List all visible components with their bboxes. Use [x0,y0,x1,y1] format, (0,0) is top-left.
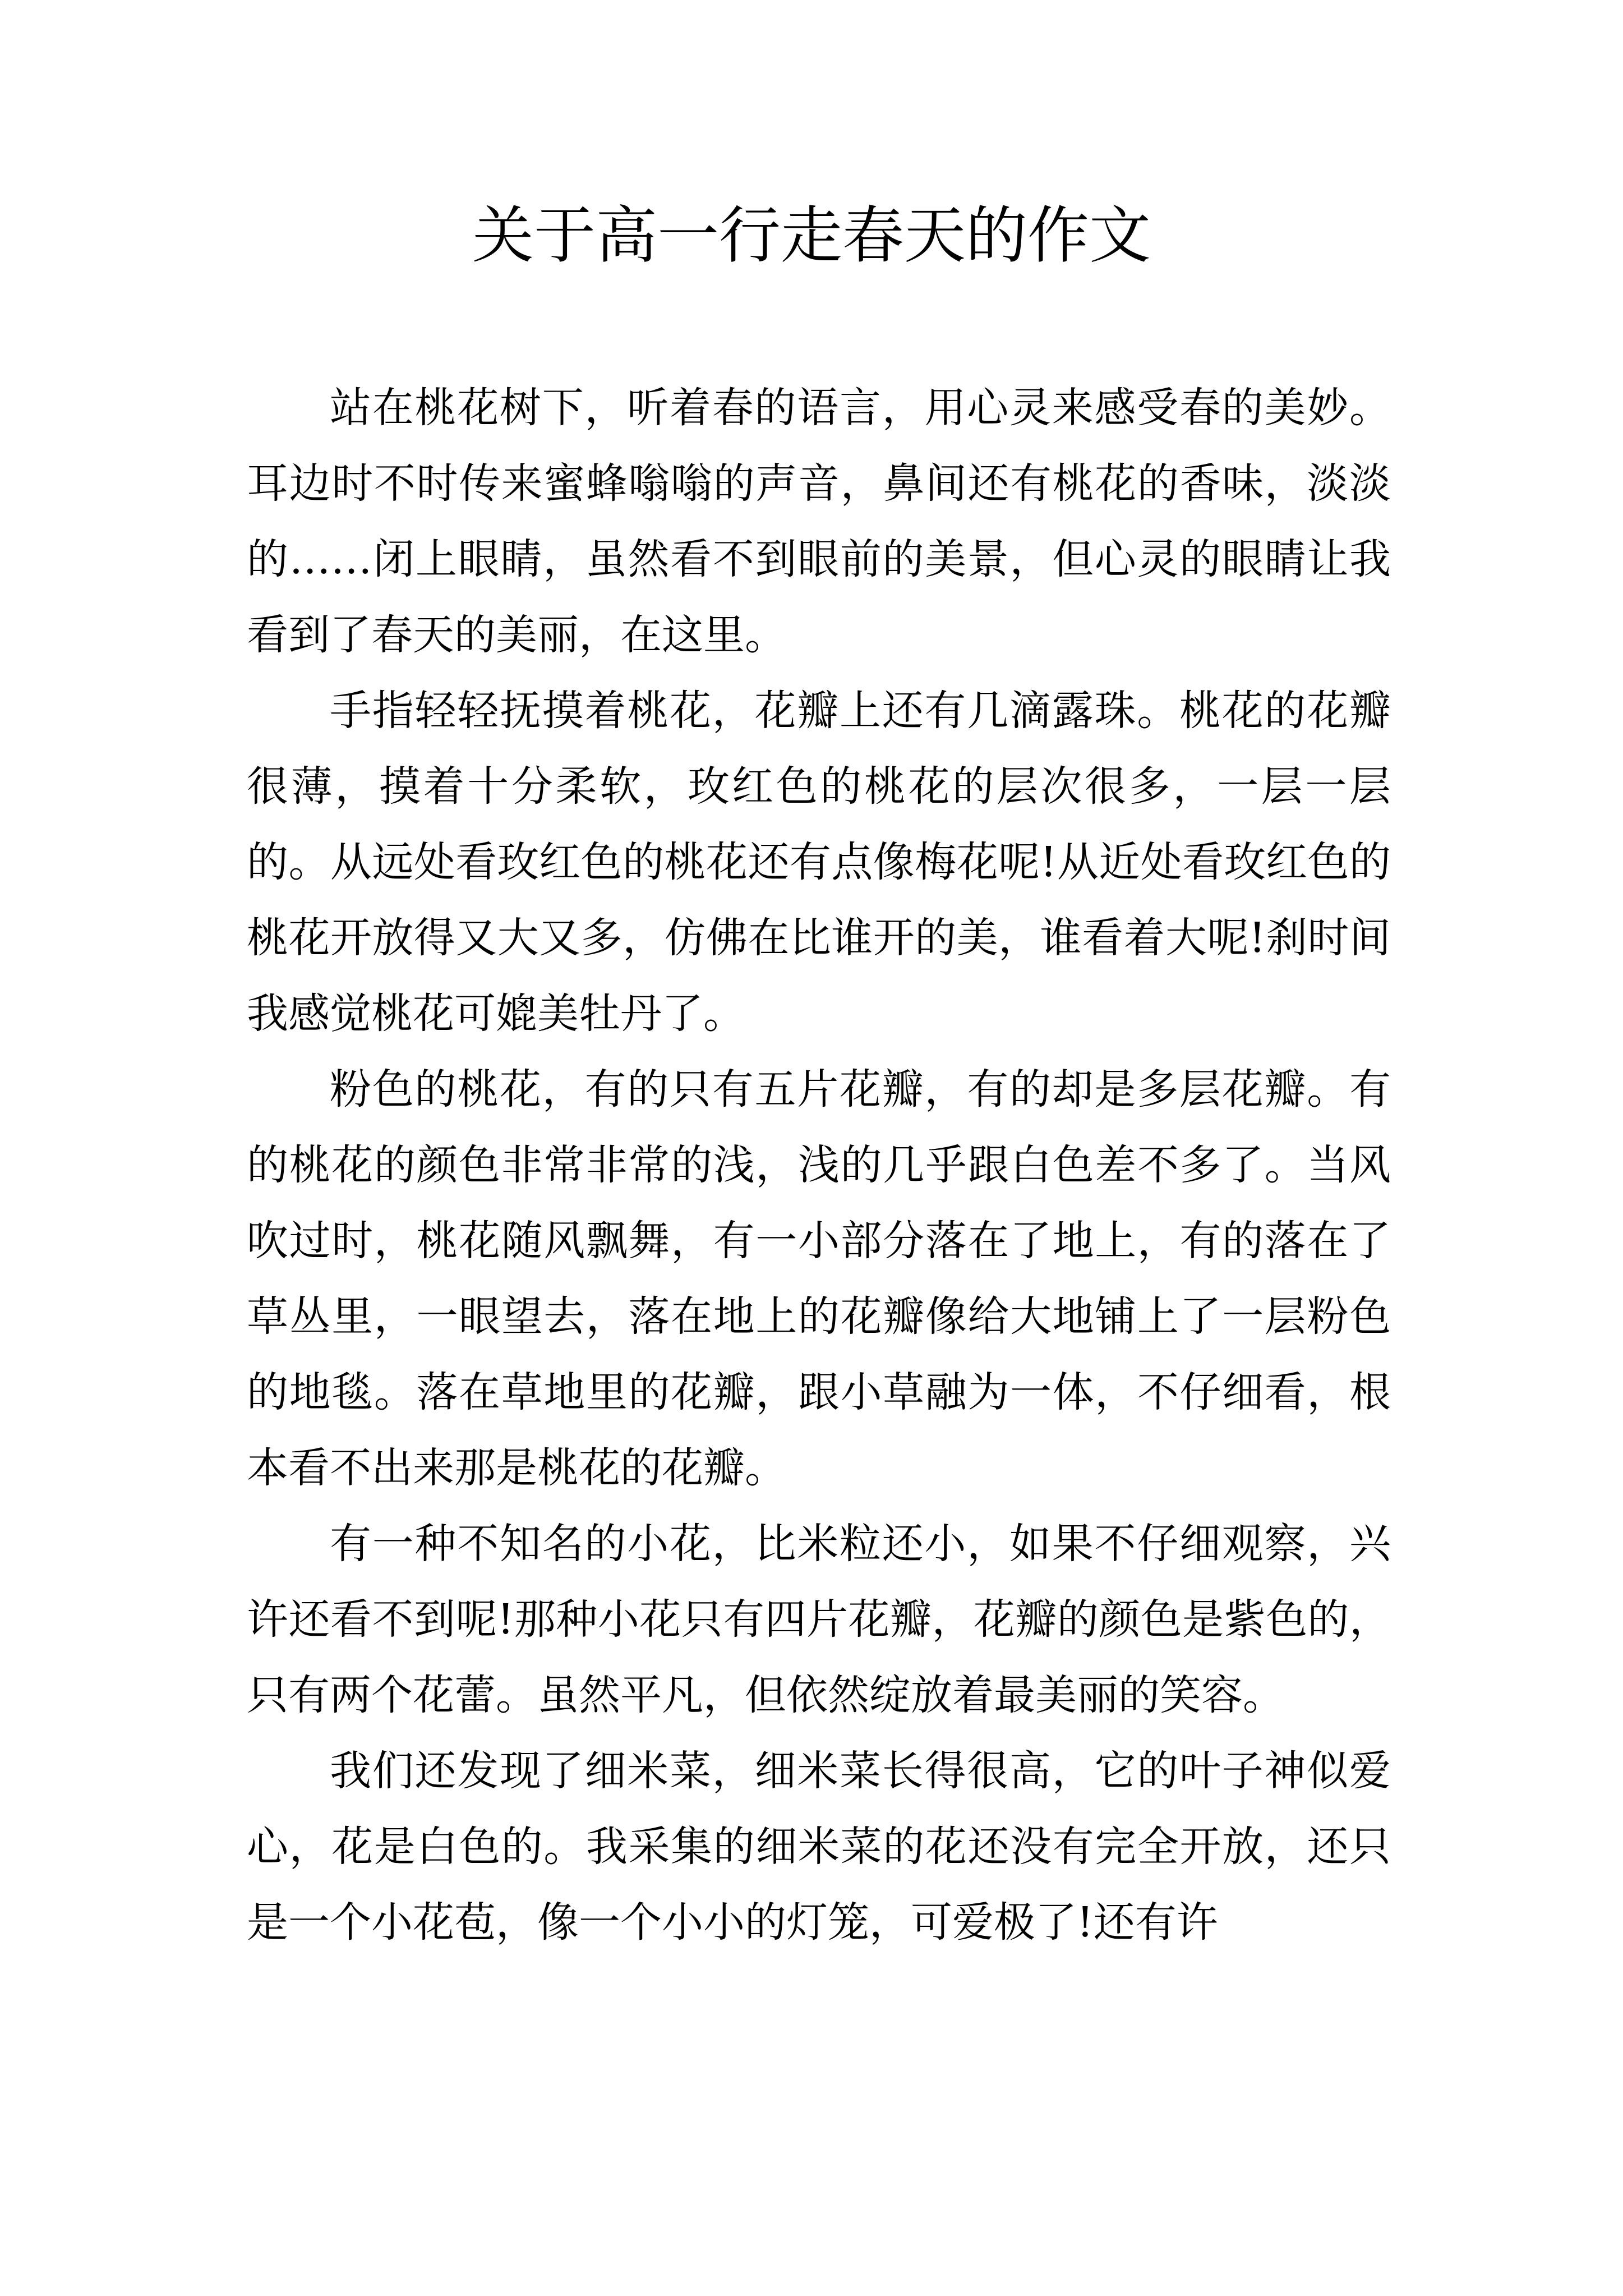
paragraph-1: 站在桃花树下，听着春的语言，用心灵来感受春的美妙。耳边时不时传来蜜蜂嗡嗡的声音，鼻间还有桃花的香味，淡淡的……闭上眼睛，虽然看不到眼前的美景，但心灵的眼睛让我看到了春天的美丽，在这里。 [247,384,1391,659]
document-body [247,370,1391,1961]
paragraph-5: 我们还发现了细米菜，细米菜长得很高，它的叶子神似爱心，花是白色的。我采集的细米菜的花还没有完全开放，还只是一个小花苞，像一个小小的灯笼，可爱极了!还有许 [247,1747,1391,1947]
paragraph-4: 有一种不知名的小花，比米粒还小，如果不仔细观察，兴许还看不到呢!那种小花只有四片花瓣，花瓣的颜色是紫色的，只有两个花蕾。虽然平凡，但依然绽放着最美丽的笑容。 [247,1520,1391,1719]
paragraph-2: 手指轻轻抚摸着桃花，花瓣上还有几滴露珠。桃花的花瓣很薄，摸着十分柔软，玫红色的桃花的层次很多，一层一层的。从远处看玫红色的桃花还有点像梅花呢!从近处看玫红色的桃花开放得又大又多，仿佛在比谁开的美，谁看着大呢!刹时间我感觉桃花可媲美牡丹了。 [247,687,1391,1038]
document-title: 关于高一行走春天的作文 [472,200,1151,272]
paragraph-3: 粉色的桃花，有的只有五片花瓣，有的却是多层花瓣。有的桃花的颜色非常非常的浅，浅的几乎跟白色差不多了。当风吹过时，桃花随风飘舞，有一小部分落在了地上，有的落在了草丛里，一眼望去，落在地上的花瓣像给大地铺上了一层粉色的地毯。落在草地里的花瓣，跟小草融为一体，不仔细看，根本看不出来那是桃花的花瓣。 [247,1065,1391,1492]
